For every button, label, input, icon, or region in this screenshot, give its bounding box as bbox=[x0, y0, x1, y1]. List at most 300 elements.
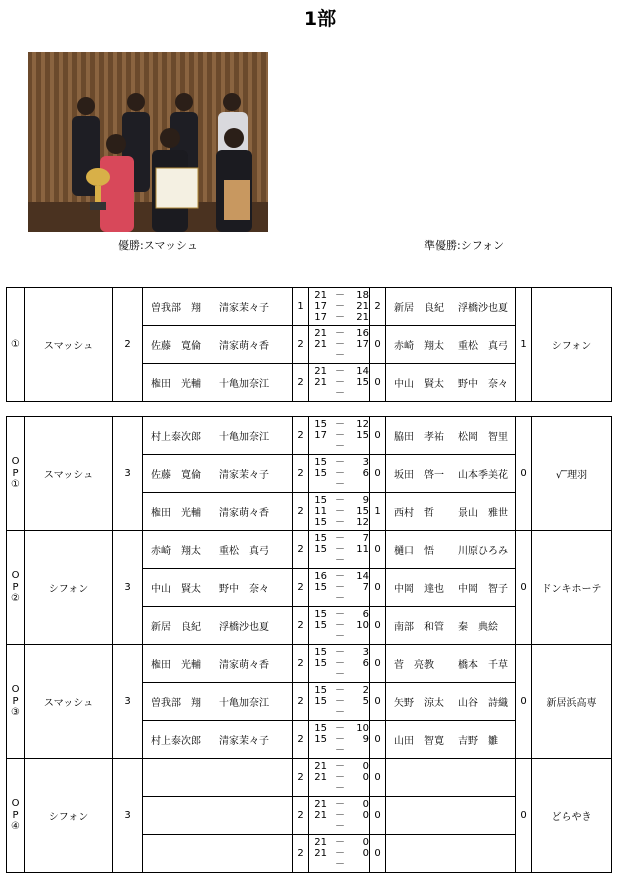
away-match-wins: 0 bbox=[370, 531, 386, 569]
home-match-wins: 2 bbox=[293, 417, 309, 455]
away-player-1: 菅 亮教 bbox=[394, 660, 434, 671]
away-players bbox=[386, 364, 516, 402]
block-label-char: O bbox=[11, 798, 20, 810]
home-player-2: 清家茉々子 bbox=[219, 736, 269, 747]
game-score-line bbox=[309, 696, 369, 707]
away-player-1: 脇田 孝祐 bbox=[394, 432, 444, 443]
home-match-wins: 2 bbox=[293, 455, 309, 493]
game-score-line bbox=[309, 837, 369, 848]
game-dash: － bbox=[335, 859, 345, 870]
game-dash: － bbox=[335, 821, 345, 832]
game-scores bbox=[309, 288, 370, 326]
game-home-points: 21 bbox=[314, 799, 327, 810]
game-score-line bbox=[309, 723, 369, 734]
home-players bbox=[143, 759, 293, 797]
away-player-1: 赤崎 翔太 bbox=[394, 341, 444, 352]
game-score-line bbox=[309, 350, 369, 361]
home-team-score: 3 bbox=[113, 645, 143, 759]
game-dash: － bbox=[335, 848, 345, 859]
game-home-points: 21 bbox=[314, 810, 327, 821]
home-match-wins: 2 bbox=[293, 364, 309, 402]
away-player-1: 矢野 涼太 bbox=[394, 698, 444, 709]
home-team-name: スマッシュ bbox=[25, 288, 113, 402]
game-score-line bbox=[309, 658, 369, 669]
game-scores bbox=[309, 569, 370, 607]
game-dash: － bbox=[335, 328, 345, 339]
away-players bbox=[386, 683, 516, 721]
block-label bbox=[7, 759, 25, 873]
game-dash: － bbox=[335, 468, 345, 479]
home-match-wins: 2 bbox=[293, 721, 309, 759]
home-player-2: 重松 真弓 bbox=[219, 546, 269, 557]
game-score-line bbox=[309, 441, 369, 452]
home-match-wins: 2 bbox=[293, 835, 309, 873]
away-match-wins: 0 bbox=[370, 797, 386, 835]
home-players bbox=[143, 326, 293, 364]
game-home-points: 15 bbox=[314, 582, 327, 593]
game-score-line bbox=[309, 685, 369, 696]
block-label-char: P bbox=[12, 809, 19, 821]
game-away-points: 16 bbox=[356, 328, 369, 339]
game-scores bbox=[309, 797, 370, 835]
game-dash: － bbox=[335, 366, 345, 377]
away-match-wins: 0 bbox=[370, 645, 386, 683]
away-team-name: ドンキホーテ bbox=[532, 531, 612, 645]
game-away-points: 0 bbox=[362, 761, 369, 772]
game-score-line bbox=[309, 620, 369, 631]
home-players bbox=[143, 683, 293, 721]
game-scores bbox=[309, 683, 370, 721]
away-player-2: 秦 典絵 bbox=[458, 622, 498, 633]
game-home-points: 15 bbox=[314, 468, 327, 479]
game-away-points: 9 bbox=[362, 495, 369, 506]
game-score-line bbox=[309, 707, 369, 718]
game-score-line bbox=[309, 366, 369, 377]
game-score-line bbox=[309, 631, 369, 642]
game-home-points: 21 bbox=[314, 837, 327, 848]
home-players bbox=[143, 493, 293, 531]
away-team-name: シフォン bbox=[532, 288, 612, 402]
home-players bbox=[143, 569, 293, 607]
game-dash: － bbox=[335, 761, 345, 772]
game-dash: － bbox=[335, 533, 345, 544]
game-home-points: 15 bbox=[314, 620, 327, 631]
game-scores bbox=[309, 326, 370, 364]
home-player-2: 十亀加奈江 bbox=[219, 379, 269, 390]
home-player-1: 中山 賢太 bbox=[151, 584, 201, 595]
team-photo-image bbox=[28, 52, 268, 232]
game-away-points: 15 bbox=[356, 506, 369, 517]
home-player-1: 権田 光輔 bbox=[151, 508, 201, 519]
game-dash: － bbox=[335, 810, 345, 821]
away-player-1: 中岡 達也 bbox=[394, 584, 444, 595]
game-dash: － bbox=[335, 479, 345, 490]
game-away-points: 0 bbox=[362, 848, 369, 859]
away-player-2: 山本季美花 bbox=[458, 470, 508, 481]
game-home-points: 21 bbox=[314, 772, 327, 783]
away-match-wins: 0 bbox=[370, 759, 386, 797]
home-team-score: 2 bbox=[113, 288, 143, 402]
game-home-points: 15 bbox=[314, 495, 327, 506]
game-dash: － bbox=[335, 388, 345, 399]
game-scores bbox=[309, 493, 370, 531]
away-players bbox=[386, 288, 516, 326]
game-away-points: 21 bbox=[356, 301, 369, 312]
game-away-points: 9 bbox=[362, 734, 369, 745]
game-away-points: 6 bbox=[362, 658, 369, 669]
game-dash: － bbox=[335, 593, 345, 604]
game-score-line bbox=[309, 457, 369, 468]
away-match-wins: 0 bbox=[370, 364, 386, 402]
game-dash: － bbox=[335, 517, 345, 528]
game-away-points: 0 bbox=[362, 837, 369, 848]
game-away-points: 2 bbox=[362, 685, 369, 696]
home-team-score: 3 bbox=[113, 531, 143, 645]
game-away-points: 3 bbox=[362, 647, 369, 658]
away-match-wins: 0 bbox=[370, 721, 386, 759]
game-home-points: 21 bbox=[314, 339, 327, 350]
game-away-points: 14 bbox=[356, 571, 369, 582]
away-player-1: 山田 智寛 bbox=[394, 736, 444, 747]
game-score-line bbox=[309, 479, 369, 490]
block-label-char: ② bbox=[11, 593, 20, 605]
away-player-2: 川原ひろみ bbox=[458, 546, 508, 557]
block-label-char: ④ bbox=[11, 821, 20, 833]
home-player-2: 清家萌々香 bbox=[219, 508, 269, 519]
home-player-2: 十亀加奈江 bbox=[219, 432, 269, 443]
home-match-wins: 2 bbox=[293, 759, 309, 797]
home-players bbox=[143, 607, 293, 645]
home-team-name: スマッシュ bbox=[25, 645, 113, 759]
away-players bbox=[386, 493, 516, 531]
away-player-2: 景山 雅世 bbox=[458, 508, 508, 519]
game-score-line bbox=[309, 388, 369, 399]
game-score-line bbox=[309, 339, 369, 350]
away-team-score: 1 bbox=[516, 288, 532, 402]
game-home-points: 17 bbox=[314, 430, 327, 441]
game-away-points: 5 bbox=[362, 696, 369, 707]
game-score-line bbox=[309, 609, 369, 620]
game-scores bbox=[309, 364, 370, 402]
match-table bbox=[6, 416, 612, 873]
home-players bbox=[143, 797, 293, 835]
home-players bbox=[143, 645, 293, 683]
home-players bbox=[143, 364, 293, 402]
away-team-name: 新居浜高専 bbox=[532, 645, 612, 759]
game-dash: － bbox=[335, 669, 345, 680]
game-away-points: 0 bbox=[362, 772, 369, 783]
away-team-name: どらやき bbox=[532, 759, 612, 873]
away-player-2: 山谷 詩織 bbox=[458, 698, 508, 709]
game-scores bbox=[309, 721, 370, 759]
game-score-line bbox=[309, 761, 369, 772]
away-match-wins: 0 bbox=[370, 417, 386, 455]
block-label bbox=[7, 417, 25, 531]
game-home-points: 15 bbox=[314, 457, 327, 468]
away-match-wins: 0 bbox=[370, 326, 386, 364]
game-dash: － bbox=[335, 441, 345, 452]
away-player-2: 吉野 雛 bbox=[458, 736, 498, 747]
game-away-points: 15 bbox=[356, 430, 369, 441]
away-player-2: 中岡 智子 bbox=[458, 584, 508, 595]
game-dash: － bbox=[335, 647, 345, 658]
block-label-char: P bbox=[12, 467, 19, 479]
home-player-1: 権田 光輔 bbox=[151, 379, 201, 390]
game-home-points: 15 bbox=[314, 609, 327, 620]
home-team-score: 3 bbox=[113, 759, 143, 873]
home-player-2: 十亀加奈江 bbox=[219, 698, 269, 709]
game-away-points: 18 bbox=[356, 290, 369, 301]
game-dash: － bbox=[335, 457, 345, 468]
game-score-line bbox=[309, 783, 369, 794]
home-player-1: 権田 光輔 bbox=[151, 660, 201, 671]
game-dash: － bbox=[335, 544, 345, 555]
game-score-line bbox=[309, 848, 369, 859]
game-score-line bbox=[309, 734, 369, 745]
away-team-score: 0 bbox=[516, 645, 532, 759]
block-label-char: O bbox=[11, 684, 20, 696]
game-score-line bbox=[309, 468, 369, 479]
game-away-points: 0 bbox=[362, 810, 369, 821]
away-players bbox=[386, 645, 516, 683]
game-home-points: 21 bbox=[314, 377, 327, 388]
away-team-score: 0 bbox=[516, 417, 532, 531]
away-match-wins: 0 bbox=[370, 607, 386, 645]
home-player-2: 清家萌々香 bbox=[219, 660, 269, 671]
game-score-line bbox=[309, 669, 369, 680]
game-scores bbox=[309, 417, 370, 455]
home-player-2: 清家茉々子 bbox=[219, 303, 269, 314]
away-players bbox=[386, 326, 516, 364]
game-dash: － bbox=[335, 350, 345, 361]
home-player-1: 新居 良紀 bbox=[151, 622, 201, 633]
match-table bbox=[6, 287, 612, 402]
page-title: 1部 bbox=[303, 8, 337, 30]
home-players bbox=[143, 531, 293, 569]
game-dash: － bbox=[335, 301, 345, 312]
game-scores bbox=[309, 531, 370, 569]
away-player-1: 樋口 悟 bbox=[394, 546, 434, 557]
team-photo bbox=[28, 52, 268, 232]
game-score-line bbox=[309, 290, 369, 301]
away-players bbox=[386, 417, 516, 455]
game-home-points: 15 bbox=[314, 696, 327, 707]
away-players bbox=[386, 607, 516, 645]
away-player-2: 浮橋沙也夏 bbox=[458, 303, 508, 314]
runner-up-caption: 準優勝:シフォン bbox=[424, 239, 505, 252]
game-home-points: 15 bbox=[314, 734, 327, 745]
game-score-line bbox=[309, 772, 369, 783]
away-player-2: 野中 奈々 bbox=[458, 379, 508, 390]
game-dash: － bbox=[335, 290, 345, 301]
home-player-2: 浮橋沙也夏 bbox=[219, 622, 269, 633]
home-players bbox=[143, 288, 293, 326]
home-player-2: 清家萌々香 bbox=[219, 341, 269, 352]
game-away-points: 10 bbox=[356, 723, 369, 734]
game-home-points: 17 bbox=[314, 301, 327, 312]
home-match-wins: 2 bbox=[293, 797, 309, 835]
game-dash: － bbox=[335, 745, 345, 756]
game-score-line bbox=[309, 810, 369, 821]
game-dash: － bbox=[335, 430, 345, 441]
game-scores bbox=[309, 835, 370, 873]
home-player-1: 曽我部 翔 bbox=[151, 303, 201, 314]
game-dash: － bbox=[335, 377, 345, 388]
game-home-points: 15 bbox=[314, 419, 327, 430]
away-team-score: 0 bbox=[516, 759, 532, 873]
away-players bbox=[386, 455, 516, 493]
home-player-2: 清家茉々子 bbox=[219, 470, 269, 481]
home-match-wins: 2 bbox=[293, 493, 309, 531]
away-team-name: √‾理羽 bbox=[532, 417, 612, 531]
away-match-wins: 0 bbox=[370, 455, 386, 493]
game-away-points: 10 bbox=[356, 620, 369, 631]
home-match-wins: 2 bbox=[293, 569, 309, 607]
game-home-points: 15 bbox=[314, 517, 327, 528]
game-score-line bbox=[309, 745, 369, 756]
game-score-line bbox=[309, 799, 369, 810]
game-away-points: 12 bbox=[356, 517, 369, 528]
game-dash: － bbox=[335, 312, 345, 323]
game-scores bbox=[309, 645, 370, 683]
game-dash: － bbox=[335, 620, 345, 631]
game-score-line bbox=[309, 517, 369, 528]
block-label bbox=[7, 531, 25, 645]
home-player-2: 野中 奈々 bbox=[219, 584, 269, 595]
game-score-line bbox=[309, 647, 369, 658]
home-team-score: 3 bbox=[113, 417, 143, 531]
game-score-line bbox=[309, 555, 369, 566]
game-home-points: 21 bbox=[314, 328, 327, 339]
game-home-points: 21 bbox=[314, 761, 327, 772]
game-away-points: 3 bbox=[362, 457, 369, 468]
away-player-1: 中山 賢太 bbox=[394, 379, 444, 390]
game-away-points: 14 bbox=[356, 366, 369, 377]
game-dash: － bbox=[335, 707, 345, 718]
home-player-1: 曽我部 翔 bbox=[151, 698, 201, 709]
game-score-line bbox=[309, 430, 369, 441]
home-players bbox=[143, 721, 293, 759]
game-dash: － bbox=[335, 723, 345, 734]
game-home-points: 15 bbox=[314, 533, 327, 544]
home-player-1: 村上泰次郎 bbox=[151, 432, 201, 443]
home-match-wins: 1 bbox=[293, 288, 309, 326]
game-dash: － bbox=[335, 696, 345, 707]
away-players bbox=[386, 721, 516, 759]
game-score-line bbox=[309, 419, 369, 430]
game-dash: － bbox=[335, 555, 345, 566]
game-score-line bbox=[309, 301, 369, 312]
game-score-line bbox=[309, 544, 369, 555]
game-away-points: 15 bbox=[356, 377, 369, 388]
home-player-1: 赤崎 翔太 bbox=[151, 546, 201, 557]
game-score-line bbox=[309, 312, 369, 323]
away-player-1: 南部 和管 bbox=[394, 622, 444, 633]
game-away-points: 11 bbox=[356, 544, 369, 555]
away-player-2: 橋本 千草 bbox=[458, 660, 508, 671]
home-players bbox=[143, 417, 293, 455]
home-team-name: スマッシュ bbox=[25, 417, 113, 531]
game-score-line bbox=[309, 571, 369, 582]
home-players bbox=[143, 455, 293, 493]
away-team-score: 0 bbox=[516, 531, 532, 645]
game-home-points: 21 bbox=[314, 366, 327, 377]
game-home-points: 11 bbox=[314, 506, 327, 517]
game-score-line bbox=[309, 821, 369, 832]
block-label-char: O bbox=[11, 570, 20, 582]
away-player-2: 重松 真弓 bbox=[458, 341, 508, 352]
home-match-wins: 2 bbox=[293, 607, 309, 645]
game-dash: － bbox=[335, 609, 345, 620]
game-dash: － bbox=[335, 685, 345, 696]
block-label-char: O bbox=[11, 456, 20, 468]
game-away-points: 17 bbox=[356, 339, 369, 350]
game-home-points: 16 bbox=[314, 571, 327, 582]
game-away-points: 12 bbox=[356, 419, 369, 430]
winner-caption: 優勝:スマッシュ bbox=[118, 239, 198, 252]
game-dash: － bbox=[335, 582, 345, 593]
game-home-points: 15 bbox=[314, 658, 327, 669]
away-player-2: 松岡 智里 bbox=[458, 432, 508, 443]
game-score-line bbox=[309, 859, 369, 870]
block-label bbox=[7, 645, 25, 759]
away-match-wins: 2 bbox=[370, 288, 386, 326]
game-home-points: 15 bbox=[314, 544, 327, 555]
game-dash: － bbox=[335, 419, 345, 430]
block-label-char: P bbox=[12, 695, 19, 707]
away-match-wins: 1 bbox=[370, 493, 386, 531]
away-player-1: 新居 良紀 bbox=[394, 303, 444, 314]
home-players bbox=[143, 835, 293, 873]
game-scores bbox=[309, 455, 370, 493]
away-player-1: 西村 哲 bbox=[394, 508, 434, 519]
game-dash: － bbox=[335, 772, 345, 783]
game-away-points: 7 bbox=[362, 533, 369, 544]
game-score-line bbox=[309, 533, 369, 544]
game-dash: － bbox=[335, 506, 345, 517]
home-team-name: シフォン bbox=[25, 759, 113, 873]
away-match-wins: 0 bbox=[370, 569, 386, 607]
home-player-1: 佐藤 寛倫 bbox=[151, 341, 201, 352]
match-row bbox=[7, 759, 612, 797]
game-scores bbox=[309, 607, 370, 645]
home-match-wins: 2 bbox=[293, 683, 309, 721]
game-scores bbox=[309, 759, 370, 797]
game-score-line bbox=[309, 506, 369, 517]
block-label-char: ① bbox=[11, 479, 20, 491]
away-players bbox=[386, 759, 516, 797]
block-label-char: ① bbox=[11, 338, 20, 350]
game-score-line bbox=[309, 328, 369, 339]
game-score-line bbox=[309, 593, 369, 604]
away-player-1: 坂田 啓一 bbox=[394, 470, 444, 481]
game-away-points: 6 bbox=[362, 609, 369, 620]
game-home-points: 21 bbox=[314, 290, 327, 301]
game-away-points: 21 bbox=[356, 312, 369, 323]
game-away-points: 6 bbox=[362, 468, 369, 479]
game-dash: － bbox=[335, 495, 345, 506]
game-dash: － bbox=[335, 783, 345, 794]
match-row bbox=[7, 417, 612, 455]
game-dash: － bbox=[335, 339, 345, 350]
game-score-line bbox=[309, 495, 369, 506]
away-players bbox=[386, 569, 516, 607]
home-match-wins: 2 bbox=[293, 645, 309, 683]
home-player-1: 佐藤 寛倫 bbox=[151, 470, 201, 481]
home-player-1: 村上泰次郎 bbox=[151, 736, 201, 747]
game-score-line bbox=[309, 377, 369, 388]
game-home-points: 21 bbox=[314, 848, 327, 859]
